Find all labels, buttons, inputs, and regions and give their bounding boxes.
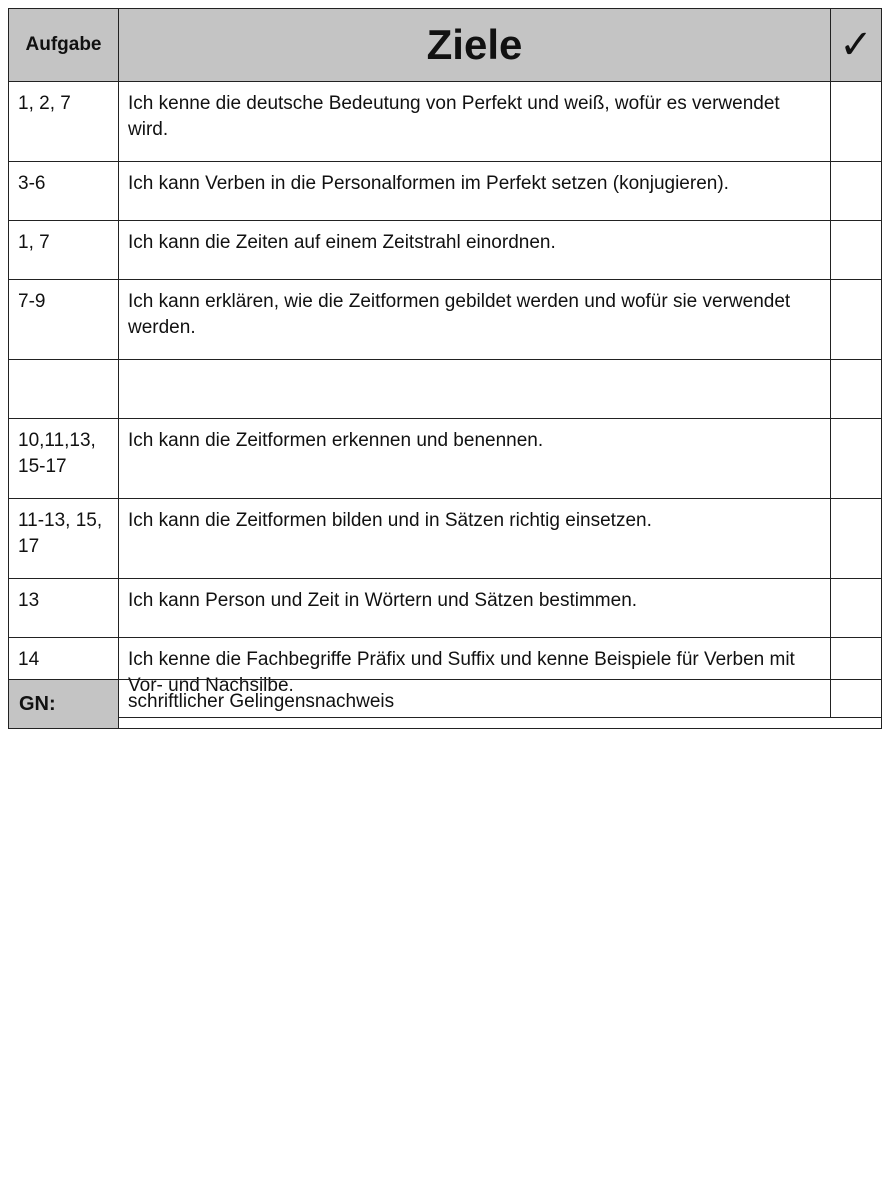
check-cell[interactable] <box>831 280 882 360</box>
table-row <box>9 221 882 280</box>
aufgabe-cell: 3-6 <box>9 162 119 221</box>
check-cell[interactable] <box>831 419 882 499</box>
ziel-cell: Ich kann die Zeiten auf einem Zeitstrahl einordnen. <box>119 221 831 280</box>
table-row <box>9 280 882 360</box>
ziel-cell: Ich kann Verben in die Personalformen im Perfekt setzen (konjugieren). <box>119 162 831 221</box>
header-ziele: Ziele <box>119 9 831 82</box>
table-row <box>9 499 882 579</box>
gn-row <box>9 680 882 729</box>
ziel-cell: Ich kann erklären, wie die Zeitformen gebildet werden und wofür sie verwendet werden. <box>119 280 831 360</box>
aufgabe-cell: 10,11,13, 15-17 <box>9 419 119 499</box>
aufgabe-cell: 13 <box>9 579 119 638</box>
gn-text: schriftlicher Gelingensnachweis <box>119 680 882 729</box>
check-cell[interactable] <box>831 162 882 221</box>
ziel-cell: Ich kann Person und Zeit in Wörtern und Sätzen bestimmen. <box>119 579 831 638</box>
ziel-cell: Ich kenne die deutsche Bedeutung von Perfekt und weiß, wofür es verwendet wird. <box>119 82 831 162</box>
table-row <box>9 419 882 499</box>
table-row <box>9 82 882 162</box>
header-row <box>9 9 882 82</box>
ziel-cell: Ich kenne die Fachbegriffe Präfix und Suffix und kenne Beispiele für Verben mit Vor- und Nachsilbe. <box>119 638 831 718</box>
aufgabe-cell: 1, 7 <box>9 221 119 280</box>
gn-table <box>8 679 882 729</box>
check-cell[interactable] <box>831 360 882 419</box>
ziel-cell <box>119 360 831 419</box>
table-row <box>9 162 882 221</box>
gn-label: GN: <box>9 680 119 729</box>
table-row <box>9 360 882 419</box>
check-cell[interactable] <box>831 82 882 162</box>
aufgabe-cell: 14 <box>9 638 119 718</box>
aufgabe-cell: 7-9 <box>9 280 119 360</box>
header-checkmark-icon: ✓ <box>831 9 882 82</box>
check-cell[interactable] <box>831 579 882 638</box>
header-aufgabe: Aufgabe <box>9 9 119 82</box>
goals-table <box>8 8 882 718</box>
aufgabe-cell: 11-13, 15, 17 <box>9 499 119 579</box>
table-row <box>9 579 882 638</box>
aufgabe-cell: 1, 2, 7 <box>9 82 119 162</box>
ziel-cell: Ich kann die Zeitformen erkennen und benennen. <box>119 419 831 499</box>
check-cell[interactable] <box>831 499 882 579</box>
ziel-cell: Ich kann die Zeitformen bilden und in Sätzen richtig einsetzen. <box>119 499 831 579</box>
aufgabe-cell <box>9 360 119 419</box>
check-cell[interactable] <box>831 221 882 280</box>
